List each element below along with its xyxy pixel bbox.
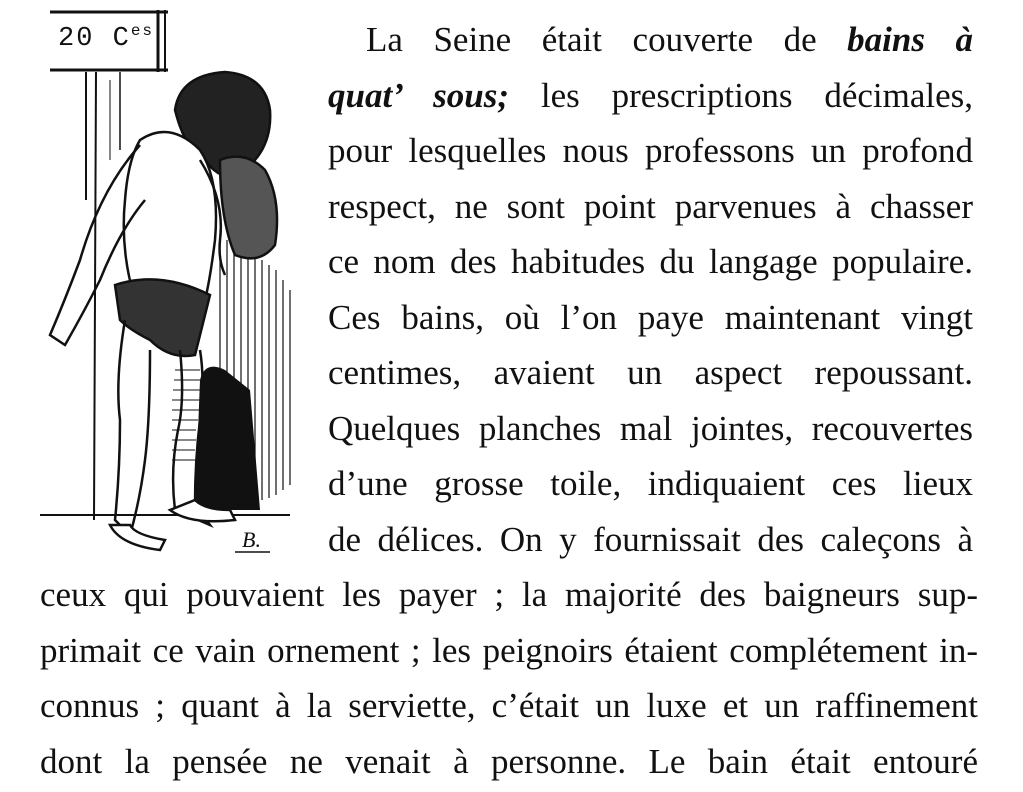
text-line: d’une grosse toile, indiquaient ces lieux — [328, 464, 973, 503]
dark-shadow — [195, 367, 260, 510]
paragraph-column — [328, 12, 973, 567]
bather-illustration — [20, 0, 310, 575]
artist-monogram: B. — [242, 527, 261, 552]
text-line: de délices. On y fournissait des caleçons à — [328, 519, 973, 559]
text-line: pour lesquelles nous professons un profond — [328, 131, 973, 170]
text-line: quat’ sous; les prescriptions décimales, — [328, 75, 974, 115]
text-line: respect, ne sont point parvenues à chasser — [328, 186, 973, 226]
text-line: Ces bains, où l’on paye maintenant vingt — [328, 297, 973, 337]
text-line: dont la pensée ne venait à personne. Le bain était entouré — [40, 741, 978, 781]
paragraph-full-width — [40, 567, 978, 789]
text-line: Quelques planches mal jointes, recouvertes — [328, 408, 973, 448]
text-line: primait ce vain ornement ; les peignoirs étaient complétement in- — [40, 630, 978, 670]
text-line: ceux qui pouvaient les payer ; la majorité des baigneurs sup- — [40, 575, 978, 614]
price-sign-label: 20 $C^{es}$ — [58, 22, 155, 54]
text-line: La Seine était couverte de bains à — [366, 20, 974, 59]
text-line: ce nom des habitudes du langage populaire. — [328, 242, 973, 281]
text-line: centimes, avaient un aspect repoussant. — [328, 353, 973, 392]
text-line: connus ; quant à la serviette, c’était un luxe et un raffinement — [40, 686, 978, 725]
